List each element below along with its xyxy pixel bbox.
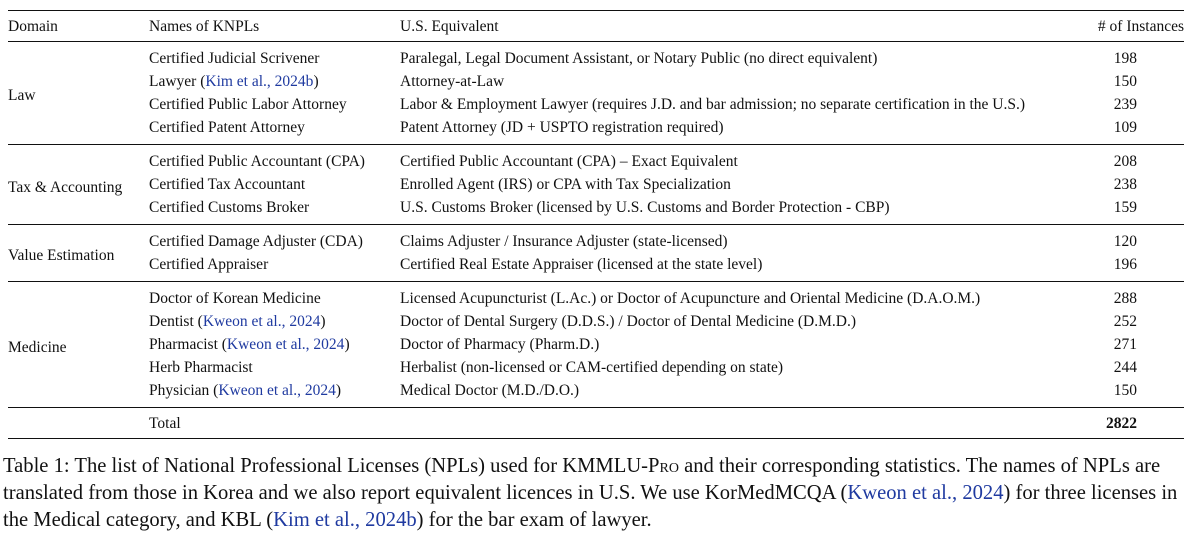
license-name-text: ) bbox=[335, 382, 341, 399]
table-row bbox=[8, 310, 1184, 333]
header-instances: # of Instances bbox=[1097, 17, 1184, 35]
instance-count: 198 bbox=[1113, 50, 1137, 67]
total-value: 2822 bbox=[1106, 414, 1137, 432]
instance-count: 271 bbox=[1113, 336, 1137, 353]
license-name-text: ) bbox=[320, 313, 326, 330]
us-equivalent: Paralegal, Legal Document Assistant, or Notary Public (no direct equivalent) bbox=[400, 50, 878, 67]
license-name-text: Dentist ( bbox=[149, 313, 203, 330]
table-row bbox=[8, 379, 1184, 408]
total-label: Total bbox=[149, 414, 181, 432]
table-caption bbox=[3, 453, 1185, 534]
group-medicine bbox=[8, 282, 1184, 408]
license-name: Certified Tax Accountant bbox=[149, 176, 306, 193]
us-equivalent: Herbalist (non-licensed or CAM-certified depending on state) bbox=[400, 359, 784, 376]
table-row bbox=[8, 225, 1184, 254]
caption-label: Table 1: bbox=[3, 455, 70, 477]
license-name bbox=[149, 70, 400, 93]
license-name-text: ) bbox=[313, 73, 319, 90]
instance-count: 196 bbox=[1113, 256, 1137, 273]
licenses-table bbox=[8, 10, 1184, 439]
license-name: Herb Pharmacist bbox=[149, 359, 253, 376]
us-equivalent: Patent Attorney (JD + USPTO registration required) bbox=[400, 119, 724, 136]
domain-cell: Law bbox=[8, 87, 36, 104]
table-header-row bbox=[8, 11, 1184, 42]
instance-count: 238 bbox=[1113, 176, 1137, 193]
instance-count: 150 bbox=[1113, 73, 1137, 90]
license-name: Certified Appraiser bbox=[149, 256, 269, 273]
group-tax-accounting bbox=[8, 145, 1184, 225]
instance-count: 244 bbox=[1113, 359, 1137, 376]
license-name: Certified Judicial Scrivener bbox=[149, 50, 320, 67]
header-us-equivalent: U.S. Equivalent bbox=[400, 17, 499, 35]
us-equivalent: Doctor of Dental Surgery (D.D.S.) / Doctor of Dental Medicine (D.M.D.) bbox=[400, 313, 856, 330]
table-row bbox=[8, 333, 1184, 356]
table-row bbox=[8, 70, 1184, 93]
us-equivalent: Enrolled Agent (IRS) or CPA with Tax Specialization bbox=[400, 176, 731, 193]
us-equivalent: Claims Adjuster / Insurance Adjuster (state-licensed) bbox=[400, 233, 728, 250]
group-value-estimation bbox=[8, 225, 1184, 282]
table-row bbox=[8, 116, 1184, 145]
caption-text: ) for three licenses in the Medical category, and KBL ( bbox=[3, 482, 1178, 531]
instance-count: 120 bbox=[1113, 233, 1137, 250]
citation-link[interactable]: Kweon et al., 2024 bbox=[202, 313, 321, 330]
table-row bbox=[8, 356, 1184, 379]
us-equivalent: Certified Public Accountant (CPA) – Exact Equivalent bbox=[400, 153, 738, 170]
domain-cell: Medicine bbox=[8, 338, 67, 356]
us-equivalent: Doctor of Pharmacy (Pharm.D.) bbox=[400, 336, 600, 353]
caption-text-smallcaps: Pro bbox=[648, 455, 679, 477]
citation-link[interactable]: Kim et al., 2024b bbox=[205, 73, 314, 90]
group-law bbox=[8, 42, 1184, 145]
license-name: Certified Customs Broker bbox=[149, 199, 310, 216]
citation-link[interactable]: Kweon et al., 2024 bbox=[226, 336, 345, 353]
license-name bbox=[149, 310, 400, 333]
license-name bbox=[149, 379, 400, 408]
license-name bbox=[149, 333, 400, 356]
header-domain: Domain bbox=[8, 17, 58, 35]
table-row bbox=[8, 93, 1184, 116]
instance-count: 252 bbox=[1113, 313, 1137, 330]
citation-link[interactable]: Kweon et al., 2024 bbox=[218, 382, 336, 399]
table-row bbox=[8, 145, 1184, 174]
table-row bbox=[8, 196, 1184, 225]
license-name-text: Physician ( bbox=[149, 382, 219, 399]
license-name: Certified Damage Adjuster (CDA) bbox=[149, 233, 363, 250]
table-row bbox=[8, 253, 1184, 282]
table-container bbox=[8, 10, 1184, 439]
caption-text: The list of National Professional Licenses (NPLs) used for KMMLU- bbox=[69, 455, 649, 477]
table-row bbox=[8, 173, 1184, 196]
instance-count: 159 bbox=[1113, 199, 1137, 216]
us-equivalent: U.S. Customs Broker (licensed by U.S. Customs and Border Protection - CBP) bbox=[400, 199, 890, 216]
instance-count: 288 bbox=[1113, 290, 1137, 307]
us-equivalent: Medical Doctor (M.D./D.O.) bbox=[400, 382, 580, 399]
table-row bbox=[8, 282, 1184, 311]
instance-count: 150 bbox=[1113, 382, 1137, 399]
table-row bbox=[8, 42, 1184, 71]
caption-text: ) for the bar exam of lawyer. bbox=[416, 509, 652, 531]
us-equivalent: Licensed Acupuncturist (L.Ac.) or Doctor of Acupuncture and Oriental Medicine (D.A.O.M.) bbox=[400, 290, 981, 307]
instance-count: 109 bbox=[1113, 119, 1137, 136]
total-row bbox=[8, 408, 1184, 439]
domain-cell: Tax & Accounting bbox=[8, 178, 123, 196]
us-equivalent: Attorney-at-Law bbox=[400, 73, 505, 90]
header-names: Names of KNPLs bbox=[149, 17, 260, 35]
us-equivalent: Certified Real Estate Appraiser (licensed at the state level) bbox=[400, 256, 763, 273]
caption-text: and their corresponding statistics. The names of NPLs are translated from those in Korea and we also report equivalent licences in U.S. We use KorMedMCQA ( bbox=[3, 455, 1161, 504]
domain-cell: Value Estimation bbox=[8, 247, 115, 264]
citation-link[interactable]: Kweon et al., 2024 bbox=[847, 482, 1004, 504]
license-name-text: Lawyer ( bbox=[149, 73, 206, 90]
instance-count: 239 bbox=[1113, 96, 1137, 113]
license-name: Certified Public Accountant (CPA) bbox=[149, 153, 365, 170]
license-name: Certified Patent Attorney bbox=[149, 119, 305, 136]
license-name: Certified Public Labor Attorney bbox=[149, 96, 347, 113]
instance-count: 208 bbox=[1113, 153, 1137, 170]
license-name: Doctor of Korean Medicine bbox=[149, 290, 321, 307]
total-section bbox=[8, 408, 1184, 439]
license-name-text: ) bbox=[344, 336, 350, 353]
citation-link[interactable]: Kim et al., 2024b bbox=[273, 509, 417, 531]
license-name-text: Pharmacist ( bbox=[149, 336, 227, 353]
us-equivalent: Labor & Employment Lawyer (requires J.D. and bar admission; no separate certification in the U.S.) bbox=[400, 96, 1025, 113]
